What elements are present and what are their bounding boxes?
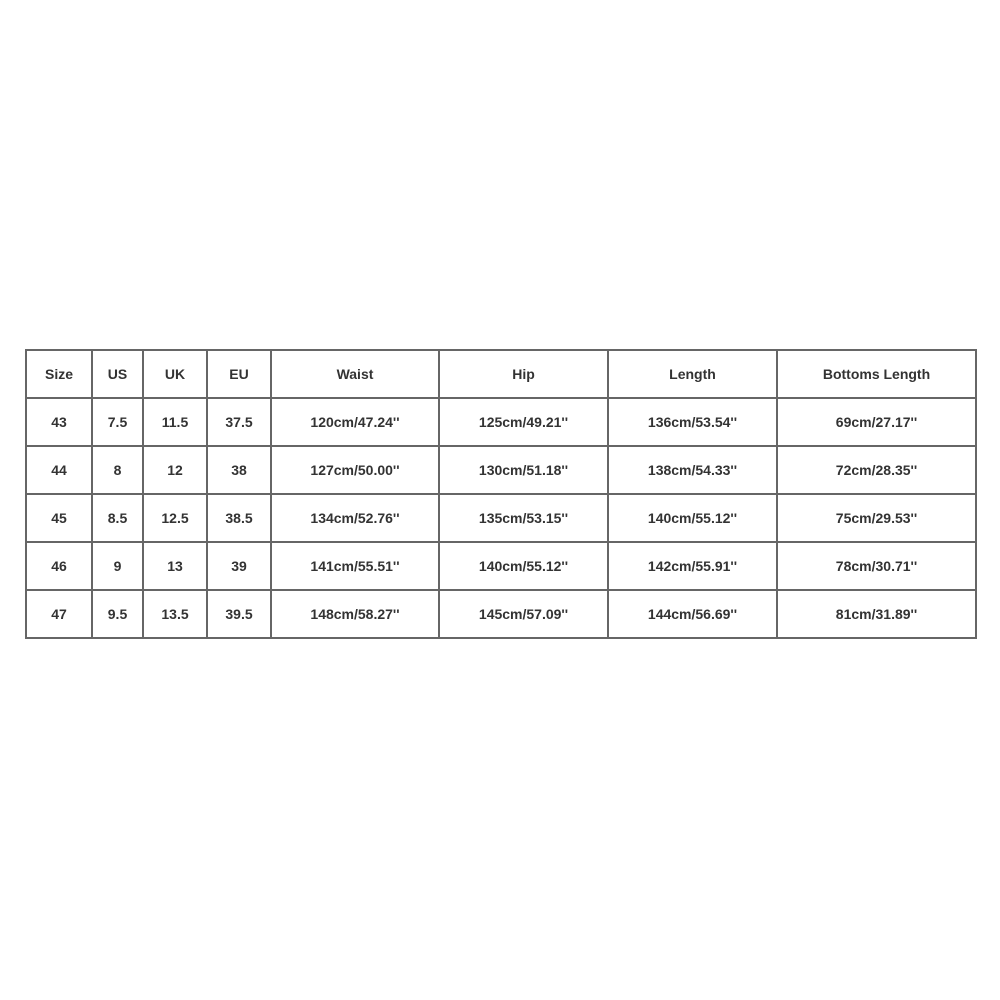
cell-eu: 39.5 <box>207 590 271 638</box>
cell-eu: 37.5 <box>207 398 271 446</box>
cell-waist: 120cm/47.24'' <box>271 398 439 446</box>
table-row <box>26 446 976 494</box>
header-bottoms-length: Bottoms Length <box>777 350 976 398</box>
cell-size: 43 <box>26 398 92 446</box>
cell-eu: 38.5 <box>207 494 271 542</box>
cell-bottoms-length: 72cm/28.35'' <box>777 446 976 494</box>
cell-bottoms-length: 78cm/30.71'' <box>777 542 976 590</box>
cell-bottoms-length: 75cm/29.53'' <box>777 494 976 542</box>
cell-eu: 38 <box>207 446 271 494</box>
header-waist: Waist <box>271 350 439 398</box>
cell-bottoms-length: 81cm/31.89'' <box>777 590 976 638</box>
cell-size: 45 <box>26 494 92 542</box>
cell-size: 44 <box>26 446 92 494</box>
cell-waist: 148cm/58.27'' <box>271 590 439 638</box>
cell-length: 144cm/56.69'' <box>608 590 777 638</box>
cell-hip: 140cm/55.12'' <box>439 542 608 590</box>
size-chart-table <box>25 349 977 639</box>
header-hip: Hip <box>439 350 608 398</box>
cell-us: 9.5 <box>92 590 143 638</box>
cell-length: 140cm/55.12'' <box>608 494 777 542</box>
cell-length: 142cm/55.91'' <box>608 542 777 590</box>
cell-hip: 145cm/57.09'' <box>439 590 608 638</box>
cell-uk: 12 <box>143 446 207 494</box>
cell-waist: 134cm/52.76'' <box>271 494 439 542</box>
cell-hip: 130cm/51.18'' <box>439 446 608 494</box>
header-size: Size <box>26 350 92 398</box>
header-us: US <box>92 350 143 398</box>
cell-hip: 125cm/49.21'' <box>439 398 608 446</box>
cell-length: 136cm/53.54'' <box>608 398 777 446</box>
cell-uk: 11.5 <box>143 398 207 446</box>
cell-hip: 135cm/53.15'' <box>439 494 608 542</box>
cell-us: 8 <box>92 446 143 494</box>
header-uk: UK <box>143 350 207 398</box>
cell-eu: 39 <box>207 542 271 590</box>
cell-size: 47 <box>26 590 92 638</box>
cell-us: 9 <box>92 542 143 590</box>
table-row <box>26 494 976 542</box>
header-length: Length <box>608 350 777 398</box>
header-row <box>26 350 976 398</box>
cell-bottoms-length: 69cm/27.17'' <box>777 398 976 446</box>
cell-us: 7.5 <box>92 398 143 446</box>
table-row <box>26 398 976 446</box>
cell-us: 8.5 <box>92 494 143 542</box>
cell-uk: 13 <box>143 542 207 590</box>
cell-uk: 13.5 <box>143 590 207 638</box>
cell-waist: 127cm/50.00'' <box>271 446 439 494</box>
cell-length: 138cm/54.33'' <box>608 446 777 494</box>
cell-waist: 141cm/55.51'' <box>271 542 439 590</box>
cell-uk: 12.5 <box>143 494 207 542</box>
cell-size: 46 <box>26 542 92 590</box>
header-eu: EU <box>207 350 271 398</box>
table-row <box>26 542 976 590</box>
table-row <box>26 590 976 638</box>
